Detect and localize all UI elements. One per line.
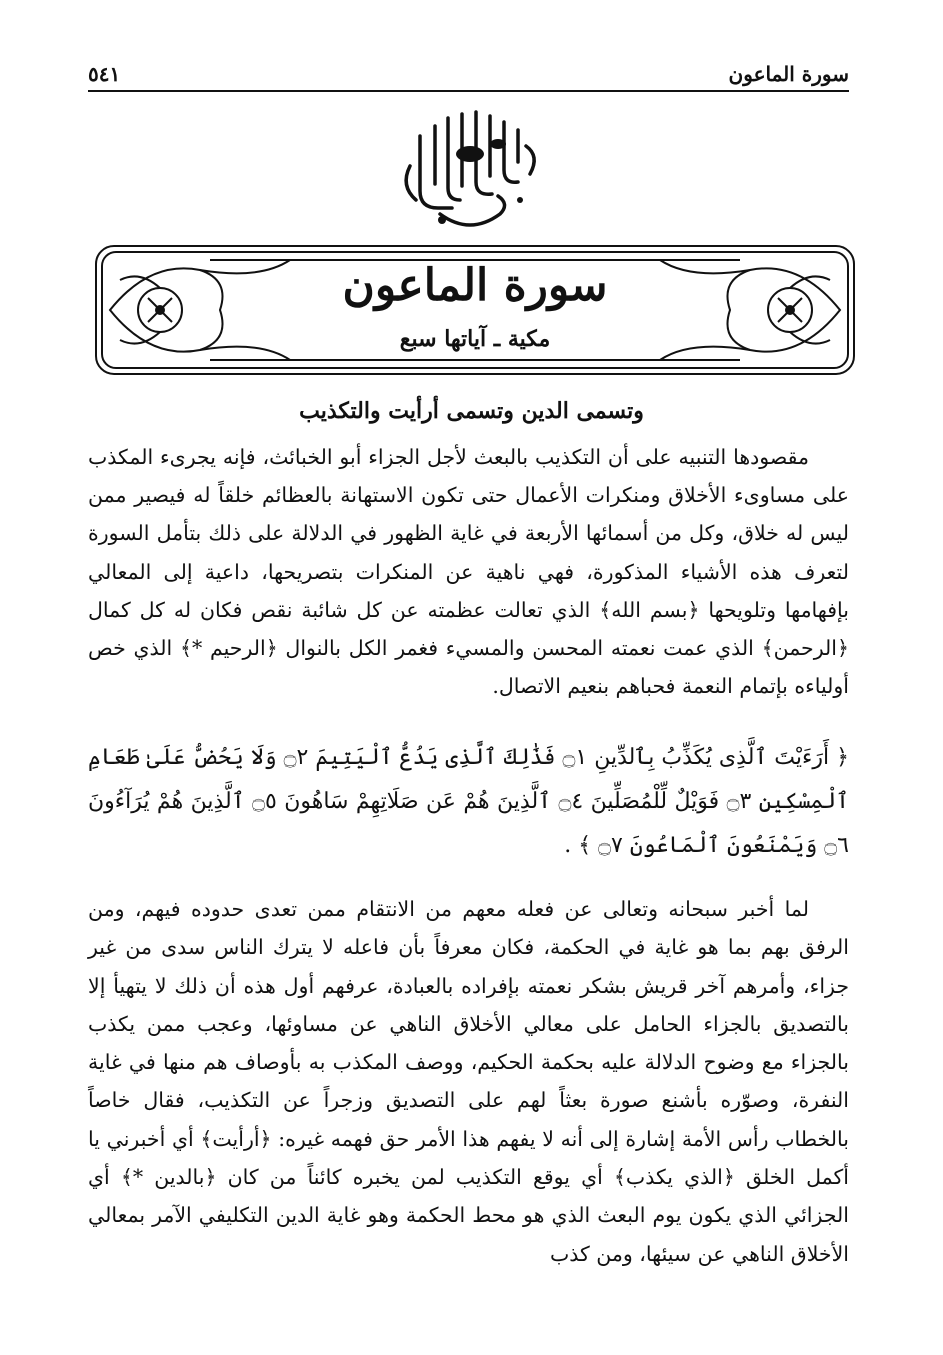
surah-title-frame [90,240,860,380]
basmala-calligraphy [380,96,560,236]
running-header [88,52,849,92]
quran-verses [88,736,849,868]
intro-section [88,438,849,705]
surah-title: سورة الماعون [342,260,608,311]
tafsir-section [88,890,849,1273]
intro-paragraph: مقصودها التنبيه على أن التكذيب بالبعث لأجل الجزاء أبو الخبائث، فإنه يجرىء المكذب على مساوىء الأخلاق ومنكرات الأعمال حتى تكون الاستهانة بالعظائم خلقاً له فيصير ممن ليس له خلاق، وكل من أسمائها الأربعة في غاية الظهور في الدلالة على ذلك بتأمل السورة لتعرف هذه الأشياء المذكورة، فهي ناهية عن المنكرات بتصريحها، داعية إلى المعالي بإفهامها وتلويحها ﴿بسم الله﴾ الذي تعالت عظمته عن كل شائبة نقص فكان له كل كمال ﴿الرحمن﴾ الذي عمت نعمته المحسن والمسيء فغمر الكل بالنوال ﴿الرحيم *﴾ الذي خص أولياءه بإتمام النعمة فحباهم بنعيم الاتصال. [88,445,849,699]
verses-text: ﴿ أَرَءَيْتَ ٱلَّذِى يُكَذِّبُ بِٱلدِّينِ ۝١ فَذَٰلِكَ ٱلَّذِى يَدُعُّ ٱلْيَتِيمَ ۝٢ وَلَا يَحُضُّ عَلَىٰ طَعَامِ ٱلْمِسْكِينِ ۝٣ فَوَيْلٌ لِّلْمُصَلِّينَ ۝٤ ٱلَّذِينَ هُمْ عَن صَلَاتِهِمْ سَاهُونَ ۝٥ ٱلَّذِينَ هُمْ يُرَآءُونَ ۝٦ وَيَمْنَعُونَ ٱلْمَاعُونَ ۝٧ ﴾ . [88,745,850,858]
running-title: سورة الماعون [728,62,849,86]
surah-subtitle: مكية ـ آياتها سبع [399,326,551,352]
tafsir-paragraph: لما أخبر سبحانه وتعالى عن فعله معهم من الانتقام ممن تعدى حدوده فيهم، ومن الرفق بهم بما هو غاية في الحكمة، فكان معرفاً بأن فاعله لا يترك الناس سدى من غير جزاء، وأمرهم آخر قريش بشكر نعمته بإفراده بالعبادة، عرفهم أول هذه أن ذلك لا يتهيأ إلا بالتصديق بالجزاء الحامل على معالي الأخلاق الناهي عن مساوئها، وعجب ممن يكذب بالجزاء مع وضوح الدلالة عليه بحكمة الحكيم، ووصف المكذب به بأوصاف هم منها في غاية النفرة، وصوّره بأشنع صورة بعثاً لهم على التصديق وزجراً عن التكذيب، فقال خاصاً بالخطاب رأس الأمة إشارة إلى أنه لا يفهم هذا الأمر حق فهمه غيره: ﴿أرأيت﴾ أي أخبرني يا أكمل الخلق ﴿الذي يكذب﴾ أي يوقع التكذيب لمن يخبره كائناً من كان ﴿بالدين *﴾ أي الجزائي الذي يكون يوم البعث الذي هو محط الحكمة وهو غاية الدين التكليفي الآمر بمعالي الأخلاق الناهي عن سيئها، ومن كذب [88,897,849,1266]
alternate-names: وتسمى الدين وتسمى أرأيت والتكذيب [299,398,644,424]
basmala-calligraphy-icon [380,96,560,236]
page-number: ٥٤١ [88,62,121,86]
